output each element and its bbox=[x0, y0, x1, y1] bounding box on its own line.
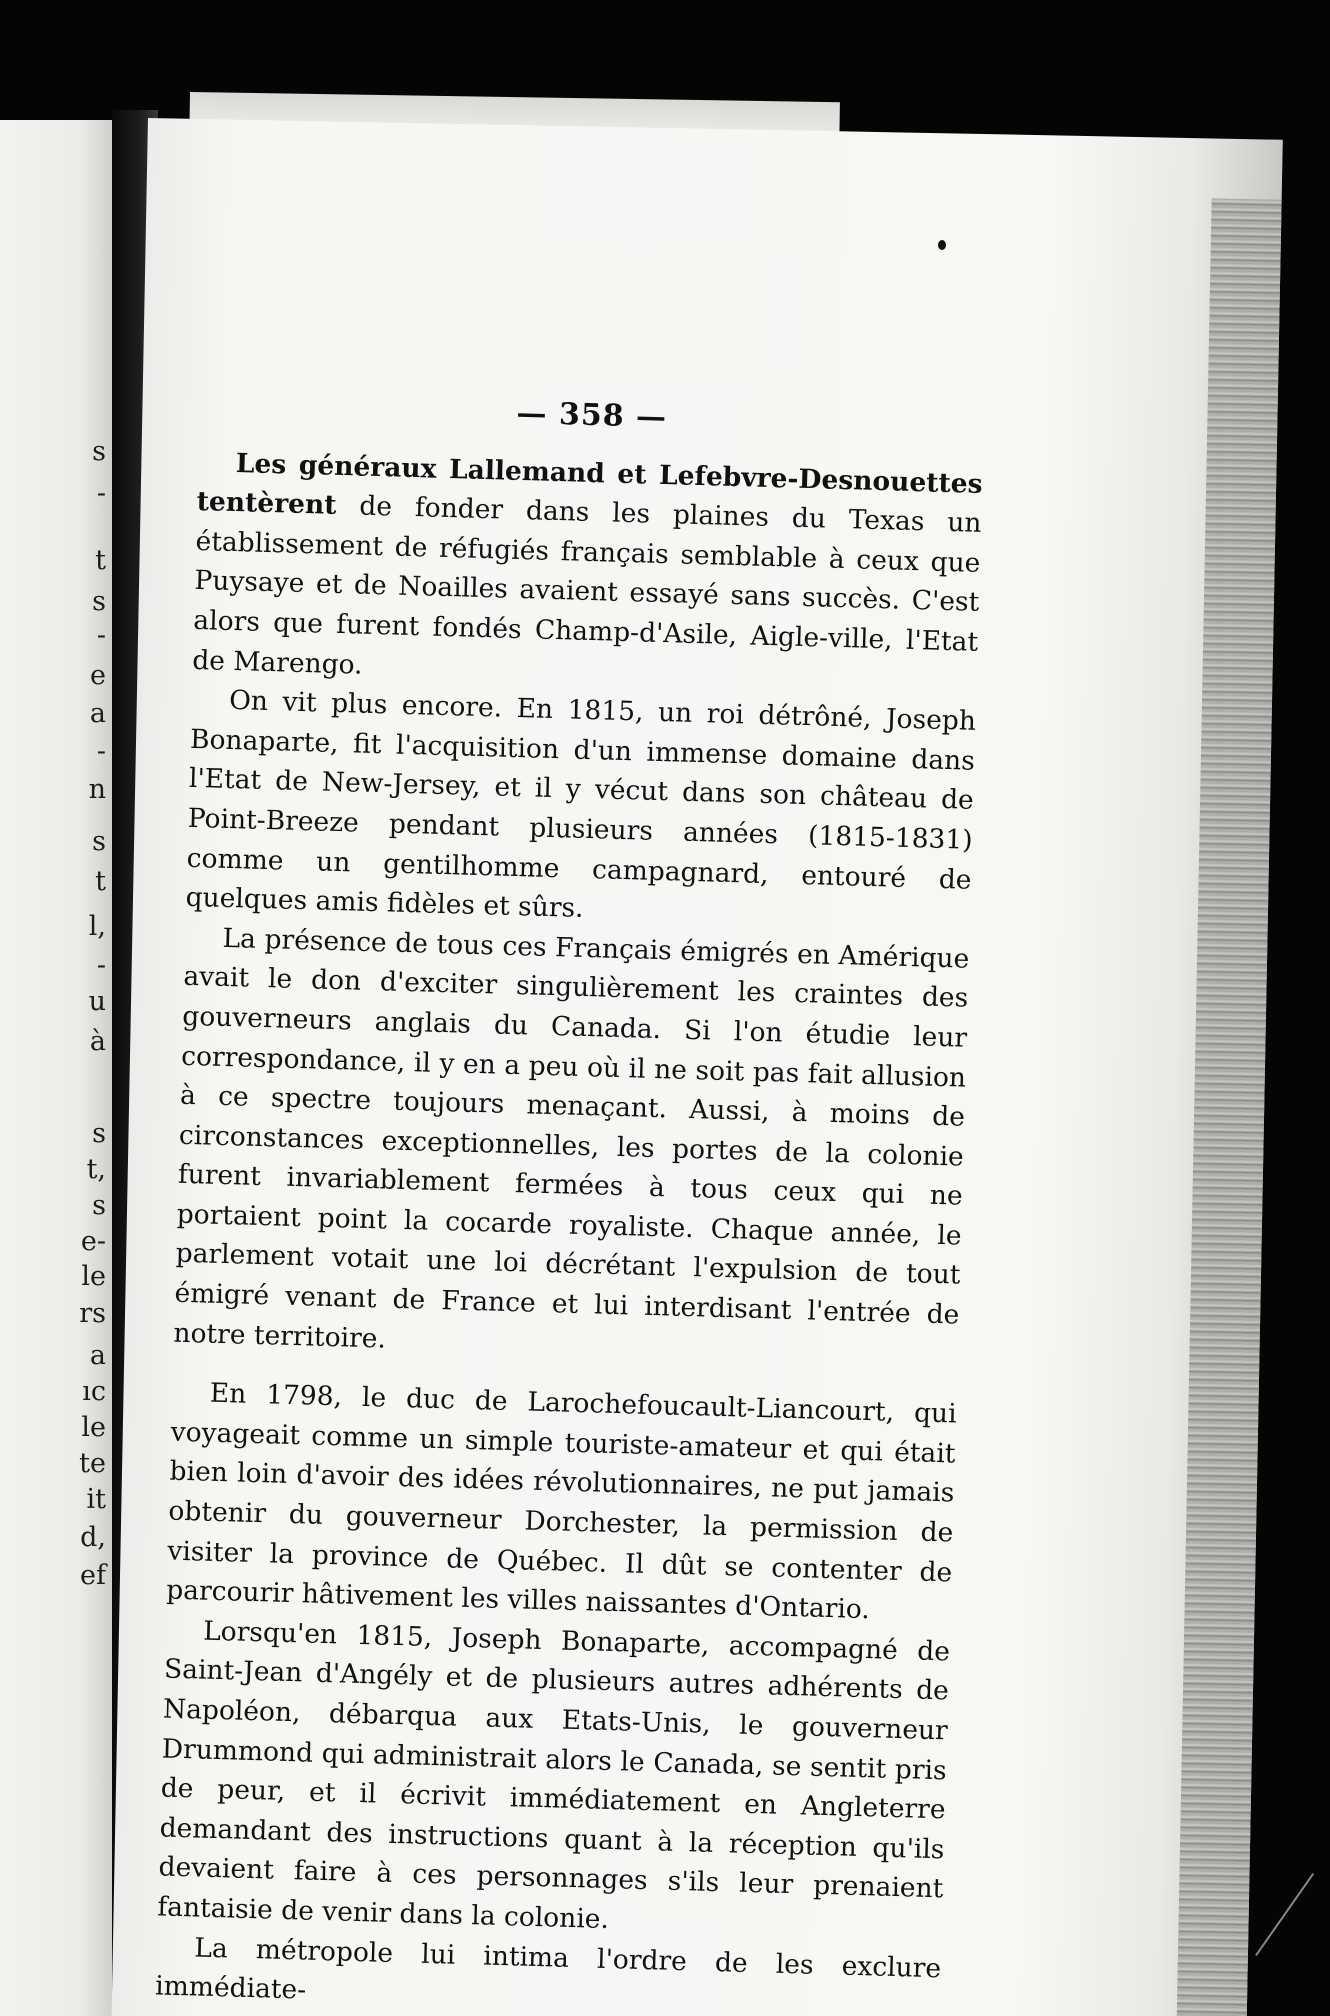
paragraph-3: La présence de tous ces Français émigrés en Amérique avait le don d'exciter singulièrement les craintes des gouverneurs anglais du Canada. Si l'on étudie leur correspondance, il y en a peu où il ne soit pas fait allusion à ce spectre toujours menaçant. Aussi, à moins de circonstances exceptionnelles, les portes de la colonie furent invariablement fermées à tous ceux qui ne portaient point la cocarde royaliste. Chaque année, le parlement votait une loi décrétant l'expulsion de tout émigré venant de France et lui interdisant l'entrée de notre territoire. bbox=[173, 922, 970, 1355]
left-page-fragment: e bbox=[90, 660, 106, 691]
paragraph-5: Lorsqu'en 1815, Joseph Bonaparte, accompagné de Saint-Jean d'Angély et de plusieurs autres adhérents de Napoléon, débarqua aux Etats-Unis, le gouverneur Drummond qui administrait alors le Canada, se sentit pris de peur, et il écrivit immédiatement en Angleterre demandant des instructions quant à la réception qu'ils devaient faire à ces personnages s'ils leur prenaient fantaisie de venir dans la colonie. bbox=[157, 1615, 951, 1935]
left-page-fragment: te bbox=[79, 1448, 106, 1479]
left-page-fragment: le bbox=[81, 1412, 106, 1443]
page-text-block bbox=[155, 385, 985, 2016]
left-page-fragment: t bbox=[95, 545, 106, 576]
left-page-fragment: ef bbox=[80, 1560, 106, 1591]
left-page-fragment: it bbox=[86, 1484, 106, 1515]
left-page-fragment: d, bbox=[80, 1522, 106, 1553]
left-page-fragment: u bbox=[88, 986, 106, 1017]
left-page-fragment: n bbox=[88, 774, 106, 805]
left-page-fragment: rs bbox=[79, 1298, 106, 1329]
left-page-fragment: e- bbox=[80, 1226, 106, 1257]
left-page-fragment: s bbox=[92, 586, 106, 617]
left-page-fragment: a bbox=[89, 1340, 106, 1371]
left-page-fragment: à bbox=[89, 1026, 106, 1057]
paragraph-4: En 1798, le duc de Larochefoucault-Liancourt, qui voyageait comme un simple touriste-amateur et qui était bien loin d'avoir des idées révolutionnaires, ne put jamais obtenir du gouverneur Dorchester, la permission de visiter la province de Québec. Il dût se contenter de parcourir hâtivement les villes naissantes d'Ontario. bbox=[165, 1377, 957, 1626]
page-number: — 358 — bbox=[516, 395, 668, 436]
left-page-fragment: s bbox=[92, 436, 106, 467]
left-page-fragment: s bbox=[92, 1190, 106, 1221]
left-page-fragment: le bbox=[81, 1261, 106, 1292]
left-page-fragment: ıc bbox=[82, 1376, 106, 1407]
left-page-fragment: a bbox=[89, 698, 106, 729]
left-facing-page bbox=[0, 120, 112, 2016]
paragraph-6: La métropole lui intima l'ordre de les exclure immédiate- bbox=[154, 1932, 942, 2006]
left-page-fragment: s bbox=[92, 1118, 106, 1149]
left-page-fragment: - bbox=[96, 736, 106, 767]
left-page-fragment: t, bbox=[86, 1154, 106, 1185]
scan-artifact-mark bbox=[1255, 1873, 1330, 1979]
left-page-fragment: t bbox=[95, 866, 106, 897]
paragraph-2: On vit plus encore. En 1815, un roi détrôné, Joseph Bonaparte, fit l'acquisition d'un immense domaine dans l'Etat de New-Jersey, et il y vécut dans son château de Point-Breeze pendant plusieurs années (1815-1831) comme un gentilhomme campagnard, entouré de quelques amis fidèles et sûrs. bbox=[185, 685, 977, 925]
paragraph-1-lead: Les généraux Lallemand et Lefebvre-Desnouettes tentèrent bbox=[196, 447, 983, 522]
ink-speck bbox=[938, 240, 946, 250]
paragraph-1 bbox=[192, 443, 983, 702]
page-stack-edge bbox=[1176, 198, 1282, 2016]
left-page-fragment: l, bbox=[88, 911, 106, 942]
paragraph-1-text: de fonder dans les plaines du Texas un établissement de réfugiés français semblable à ceux que Puysaye et de Noailles avaient essayé sans succès. C'est alors que furent fondés Champ-d'Asile, Aigle-ville, l'Etat de Marengo. bbox=[191, 490, 982, 681]
left-page-fragment: - bbox=[96, 620, 106, 651]
left-page-line-endings bbox=[0, 120, 112, 2016]
left-page-fragment: - bbox=[96, 950, 106, 981]
left-page-fragment: s bbox=[92, 826, 106, 857]
left-page-fragment: - bbox=[96, 478, 106, 509]
